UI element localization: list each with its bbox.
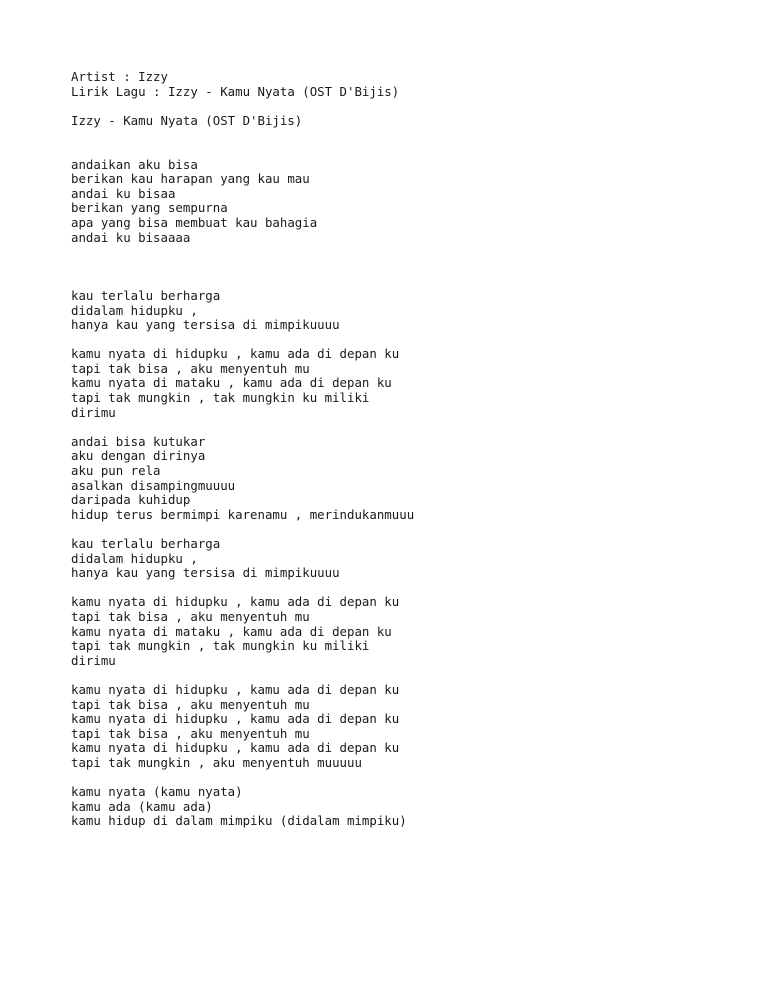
lyrics-text-block bbox=[71, 70, 414, 829]
text-line: kamu nyata di mataku , kamu ada di depan ku bbox=[71, 375, 392, 391]
text-line: hanya kau yang tersisa di mimpikuuuu bbox=[71, 317, 340, 333]
text-line bbox=[71, 581, 414, 596]
text-line: berikan yang sempurna bbox=[71, 200, 228, 216]
text-line bbox=[71, 245, 414, 260]
text-line: apa yang bisa membuat kau bahagia bbox=[71, 214, 318, 230]
text-line: didalam hidupku , bbox=[71, 302, 198, 318]
text-line: tapi tak mungkin , aku menyentuh muuuuu bbox=[71, 754, 362, 770]
text-line: andai ku bisaa bbox=[71, 185, 176, 201]
text-line: kamu ada (kamu ada) bbox=[71, 798, 213, 814]
text-line: kamu nyata di hidupku , kamu ada di depan ku bbox=[71, 740, 400, 756]
text-line: tapi tak mungkin , tak mungkin ku miliki bbox=[71, 390, 370, 406]
text-line: kamu nyata di mataku , kamu ada di depan ku bbox=[71, 623, 392, 639]
text-line bbox=[71, 128, 414, 143]
text-line: andaikan aku bisa bbox=[71, 156, 198, 172]
text-line: berikan kau harapan yang kau mau bbox=[71, 171, 310, 187]
text-line: tapi tak bisa , aku menyentuh mu bbox=[71, 696, 310, 712]
text-line: kamu nyata di hidupku , kamu ada di depan ku bbox=[71, 346, 400, 362]
text-line bbox=[71, 260, 414, 275]
text-line: Lirik Lagu : Izzy - Kamu Nyata (OST D'Bijis) bbox=[71, 83, 400, 99]
text-line: kau terlalu berharga bbox=[71, 536, 221, 551]
text-line: hanya kau yang tersisa di mimpikuuuu bbox=[71, 565, 340, 581]
text-line: aku pun rela bbox=[71, 463, 161, 479]
text-line: kamu nyata di hidupku , kamu ada di depan ku bbox=[71, 711, 400, 727]
text-line: Artist : Izzy bbox=[71, 69, 168, 84]
text-line bbox=[71, 274, 414, 289]
text-line: kamu nyata di hidupku , kamu ada di depan ku bbox=[71, 594, 400, 610]
text-line: dirimu bbox=[71, 652, 116, 668]
text-line: kau terlalu berharga bbox=[71, 287, 221, 303]
text-line: tapi tak mungkin , tak mungkin ku miliki bbox=[71, 638, 370, 654]
text-line: hidup terus bermimpi karenamu , merindukanmuuu bbox=[71, 506, 415, 522]
text-line: aku dengan dirinya bbox=[71, 448, 206, 464]
text-line: andai ku bisaaaa bbox=[71, 229, 191, 245]
text-line: dirimu bbox=[71, 404, 116, 420]
text-line bbox=[71, 99, 414, 114]
text-line bbox=[71, 420, 414, 435]
text-line: asalkan disampingmuuuu bbox=[71, 477, 236, 493]
text-line: tapi tak bisa , aku menyentuh mu bbox=[71, 360, 310, 376]
text-line bbox=[71, 333, 414, 348]
text-line: kamu hidup di dalam mimpiku (didalam mimpiku) bbox=[71, 813, 407, 829]
text-line bbox=[71, 522, 414, 537]
text-line: tapi tak bisa , aku menyentuh mu bbox=[71, 725, 310, 741]
text-line: andai bisa kutukar bbox=[71, 433, 206, 449]
text-line: Izzy - Kamu Nyata (OST D'Bijis) bbox=[71, 112, 303, 128]
text-line bbox=[71, 668, 414, 683]
text-line bbox=[71, 771, 414, 786]
text-line: tapi tak bisa , aku menyentuh mu bbox=[71, 608, 310, 624]
text-line: didalam hidupku , bbox=[71, 550, 198, 566]
text-line bbox=[71, 143, 414, 158]
text-line: daripada kuhidup bbox=[71, 492, 191, 508]
text-line: kamu nyata di hidupku , kamu ada di depan ku bbox=[71, 681, 400, 697]
text-line: kamu nyata (kamu nyata) bbox=[71, 784, 243, 800]
